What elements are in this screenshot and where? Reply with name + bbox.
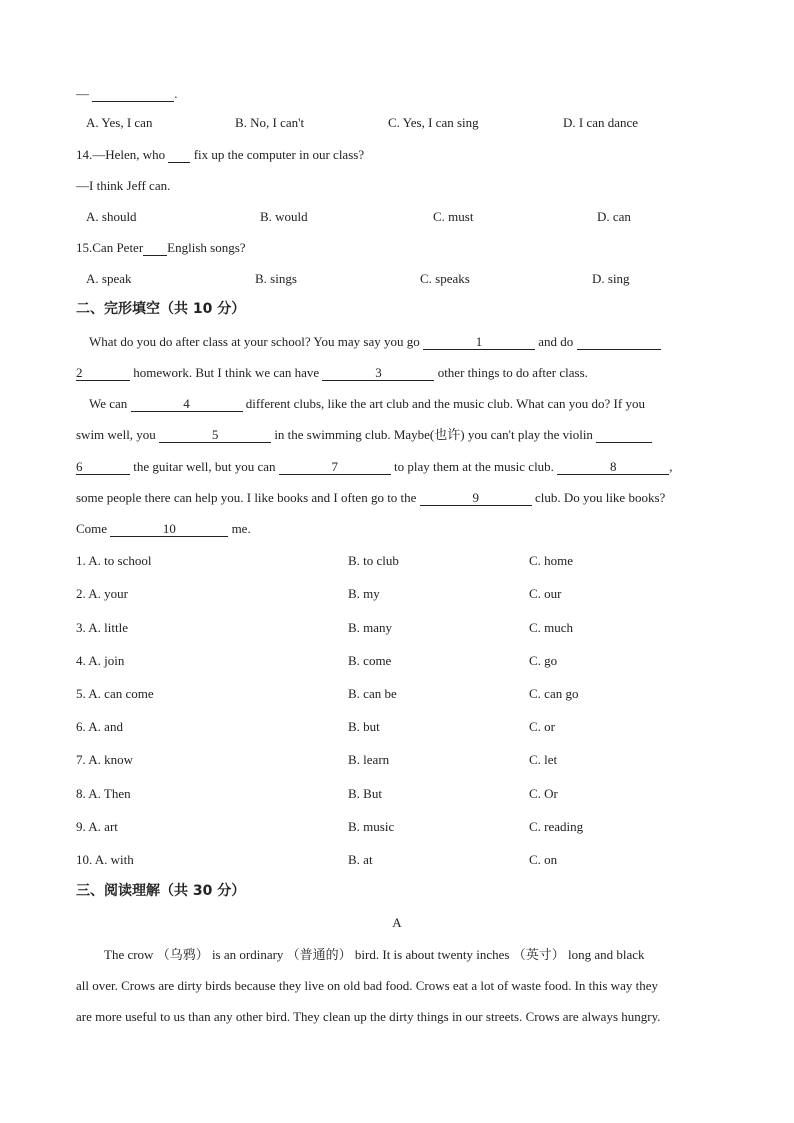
cloze-text: and do <box>538 334 574 349</box>
cloze-q6-option-b[interactable]: B. but <box>348 719 380 734</box>
cloze-line-5 <box>76 459 672 475</box>
q14-stem <box>76 147 364 163</box>
cloze-q10-option-c[interactable]: C. on <box>529 852 558 867</box>
cloze-blank-9[interactable]: 9 <box>420 491 532 506</box>
cloze-q9-option-b[interactable]: B. music <box>348 819 395 834</box>
q13-dash: — <box>76 86 89 101</box>
q15-option-c[interactable]: C. speaks <box>420 271 470 286</box>
cloze-q10-option-a[interactable]: 10. A. with <box>76 852 134 867</box>
cloze-text: What do you do after class at your school? You may say you go <box>89 334 420 349</box>
passage-line-1: The crow （乌鸦） is an ordinary （普通的） bird. It is about twenty inches （英寸） long and black <box>104 947 645 962</box>
cloze-line-7 <box>76 521 251 537</box>
section2-title: 二、完形填空（共 10 分） <box>76 301 246 317</box>
passage-line-2: all over. Crows are dirty birds because they live on old bad food. Crows eat a lot of waste food. In this way they <box>76 978 658 993</box>
cloze-line-3 <box>89 396 645 412</box>
q15-stem-a: 15.Can Peter <box>76 240 144 255</box>
passage-line-3: are more useful to us than any other bird. They clean up the dirty things in our streets. Crows are always hungry. <box>76 1009 661 1024</box>
cloze-q7-option-b[interactable]: B. learn <box>348 752 390 767</box>
cloze-text: in the swimming club. Maybe(也许) you can't play the violin <box>274 427 593 442</box>
cloze-text: swim well, you <box>76 427 156 442</box>
cloze-blank-6-start[interactable] <box>596 428 652 443</box>
cloze-text: homework. But I think we can have <box>133 365 320 380</box>
cloze-q4-option-c[interactable]: C. go <box>529 653 558 668</box>
cloze-q5-option-b[interactable]: B. can be <box>348 686 397 701</box>
cloze-blank-2[interactable]: 2 <box>76 366 130 381</box>
cloze-q10-option-b[interactable]: B. at <box>348 852 373 867</box>
q15-option-b[interactable]: B. sings <box>255 271 297 286</box>
cloze-q6-option-a[interactable]: 6. A. and <box>76 719 123 734</box>
cloze-text: We can <box>89 396 128 411</box>
q14-stem-a: 14.—Helen, who <box>76 147 166 162</box>
cloze-q8-option-b[interactable]: B. But <box>348 786 382 801</box>
cloze-line-1 <box>89 334 661 350</box>
cloze-q4-option-b[interactable]: B. come <box>348 653 392 668</box>
q13-option-d[interactable]: D. I can dance <box>563 115 639 130</box>
cloze-q1-option-a[interactable]: 1. A. to school <box>76 553 152 568</box>
cloze-q9-option-a[interactable]: 9. A. art <box>76 819 118 834</box>
cloze-q2-option-a[interactable]: 2. A. your <box>76 586 128 601</box>
cloze-q5-option-a[interactable]: 5. A. can come <box>76 686 154 701</box>
q14-answer-line: —I think Jeff can. <box>76 178 171 193</box>
cloze-text: me. <box>231 521 251 536</box>
cloze-blank-5[interactable]: 5 <box>159 428 271 443</box>
cloze-blank-1[interactable]: 1 <box>423 335 535 350</box>
cloze-q7-option-a[interactable]: 7. A. know <box>76 752 134 767</box>
cloze-text: the guitar well, but you can <box>133 459 276 474</box>
cloze-q2-option-c[interactable]: C. our <box>529 586 562 601</box>
q15-stem <box>76 240 246 256</box>
cloze-line-4 <box>76 427 652 443</box>
q13-option-c[interactable]: C. Yes, I can sing <box>388 115 479 130</box>
cloze-q8-option-c[interactable]: C. Or <box>529 786 558 801</box>
cloze-blank-3[interactable]: 3 <box>322 366 434 381</box>
q14-option-d[interactable]: D. can <box>597 209 631 224</box>
cloze-blank-2-start[interactable] <box>577 335 661 350</box>
cloze-q9-option-c[interactable]: C. reading <box>529 819 584 834</box>
q14-option-a[interactable]: A. should <box>86 209 137 224</box>
q13-option-a[interactable]: A. Yes, I can <box>86 115 153 130</box>
cloze-q8-option-a[interactable]: 8. A. Then <box>76 786 131 801</box>
q14-option-c[interactable]: C. must <box>433 209 474 224</box>
cloze-blank-10[interactable]: 10 <box>110 522 228 537</box>
passage-label: A <box>392 915 402 930</box>
cloze-line-2 <box>76 365 588 381</box>
cloze-q3-option-c[interactable]: C. much <box>529 620 574 635</box>
cloze-blank-6[interactable]: 6 <box>76 460 130 475</box>
q15-blank[interactable] <box>143 241 167 256</box>
section3-title: 三、阅读理解（共 30 分） <box>76 883 246 899</box>
cloze-blank-8[interactable]: 8 <box>557 460 669 475</box>
q15-option-d[interactable]: D. sing <box>592 271 630 286</box>
cloze-text: other things to do after class. <box>437 365 588 380</box>
cloze-text: some people there can help you. I like books and I often go to the <box>76 490 417 505</box>
cloze-q3-option-a[interactable]: 3. A. little <box>76 620 128 635</box>
cloze-line-6 <box>76 490 665 506</box>
q14-stem-b: fix up the computer in our class? <box>193 147 365 162</box>
q13-answer-line <box>76 86 178 102</box>
q13-end: . <box>174 86 178 101</box>
cloze-text: Come <box>76 521 108 536</box>
cloze-q2-option-b[interactable]: B. my <box>348 586 380 601</box>
q14-blank[interactable] <box>168 148 190 163</box>
q13-blank[interactable] <box>92 87 174 102</box>
q15-stem-b: English songs? <box>167 240 246 255</box>
cloze-text: , <box>669 459 673 474</box>
q14-option-b[interactable]: B. would <box>260 209 308 224</box>
cloze-q6-option-c[interactable]: C. or <box>529 719 555 734</box>
cloze-q1-option-c[interactable]: C. home <box>529 553 574 568</box>
q15-option-a[interactable]: A. speak <box>86 271 132 286</box>
cloze-q5-option-c[interactable]: C. can go <box>529 686 579 701</box>
cloze-blank-4[interactable]: 4 <box>131 397 243 412</box>
cloze-q1-option-b[interactable]: B. to club <box>348 553 399 568</box>
cloze-q4-option-a[interactable]: 4. A. join <box>76 653 125 668</box>
q13-option-b[interactable]: B. No, I can't <box>235 115 305 130</box>
cloze-text: to play them at the music club. <box>394 459 554 474</box>
cloze-text: different clubs, like the art club and the music club. What can you do? If you <box>245 396 645 411</box>
cloze-text: club. Do you like books? <box>534 490 666 505</box>
cloze-q7-option-c[interactable]: C. let <box>529 752 558 767</box>
cloze-blank-7[interactable]: 7 <box>279 460 391 475</box>
cloze-q3-option-b[interactable]: B. many <box>348 620 393 635</box>
